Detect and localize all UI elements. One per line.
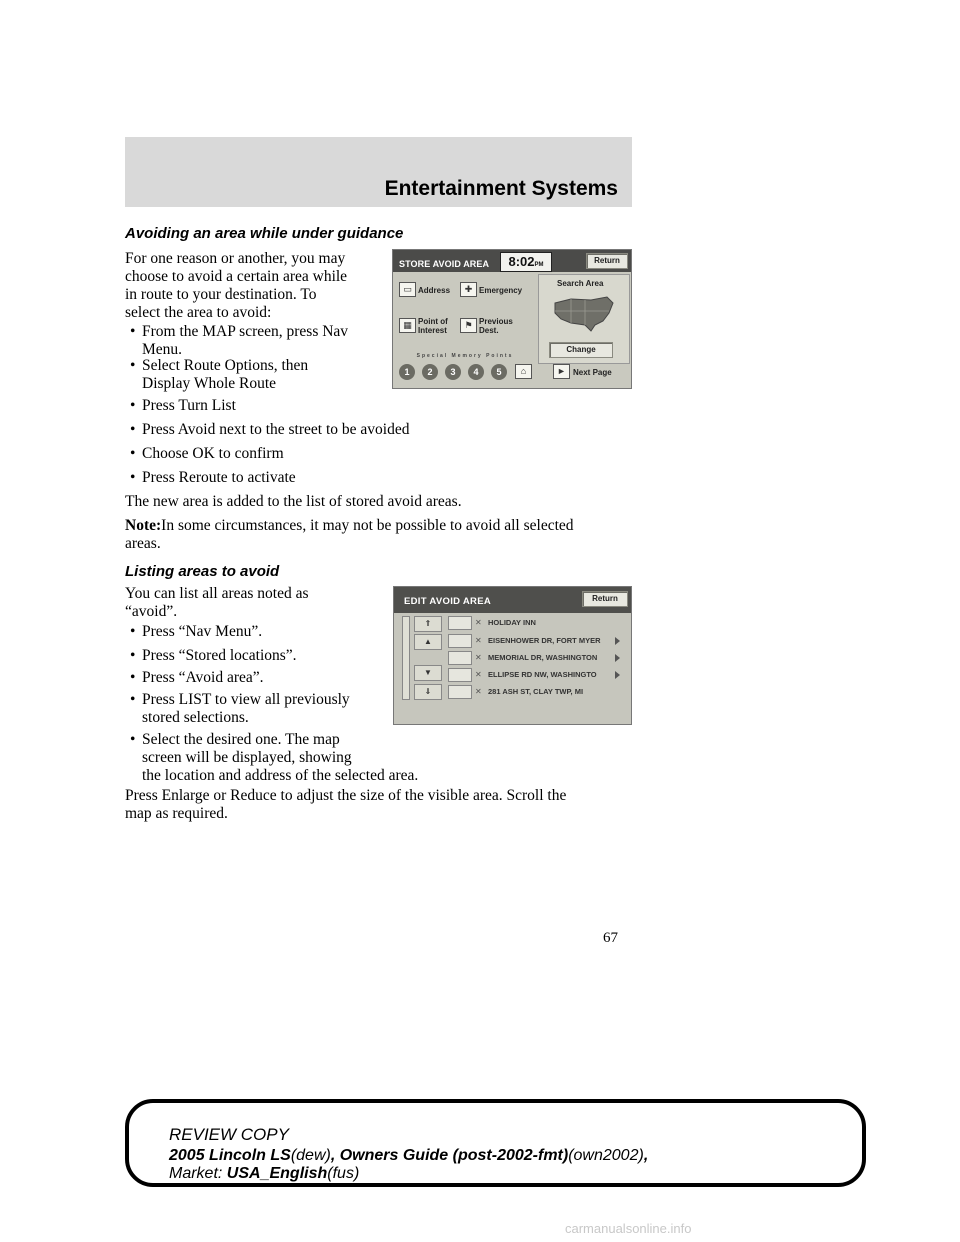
scrollbar[interactable] (402, 616, 410, 700)
memory-point-4[interactable]: 4 (468, 364, 484, 380)
bullet-item: • Press “Stored locations”. (130, 647, 297, 664)
list-item-label: EISENHOWER DR, FORT MYER (488, 636, 601, 645)
home-icon[interactable]: ⌂ (515, 364, 532, 379)
store-avoid-area-screen (392, 249, 632, 389)
avoid-icon: ✕ (475, 618, 482, 627)
page-down-icon[interactable]: ⇓ (414, 684, 442, 700)
review-copy-label: REVIEW COPY (169, 1125, 289, 1144)
watermark: carmanualsonline.info (565, 1221, 692, 1236)
note-line-1: Note:In some circumstances, it may not be possible to avoid all selected (125, 517, 574, 534)
intro-line-4: select the area to avoid: (125, 304, 272, 321)
avoid-icon: ✕ (475, 653, 482, 662)
search-area-label: Search Area (557, 279, 604, 288)
avoid-icon: ✕ (475, 687, 482, 696)
list-item[interactable] (448, 616, 624, 630)
memory-point-3[interactable]: 3 (445, 364, 461, 380)
bullet-item: • Press Reroute to activate (130, 469, 296, 486)
review-footer (125, 1099, 866, 1187)
memory-point-2[interactable]: 2 (422, 364, 438, 380)
return-button[interactable]: Return (582, 591, 628, 607)
avoid-icon: ✕ (475, 636, 482, 645)
paragraph-added: The new area is added to the list of stored avoid areas. (125, 493, 462, 510)
page-number: 67 (603, 930, 618, 946)
poi-label-1[interactable]: Point of (418, 317, 448, 326)
memory-point-1[interactable]: 1 (399, 364, 415, 380)
previous-dest-icon[interactable]: ⚑ (460, 318, 477, 333)
section-title: Entertainment Systems (384, 177, 618, 200)
address-icon[interactable]: ▭ (399, 282, 416, 297)
memory-points-label: Special Memory Points (416, 353, 514, 359)
select-button[interactable] (448, 634, 472, 648)
emergency-label[interactable]: Emergency (479, 286, 523, 295)
bullet-item: • Choose OK to confirm (130, 445, 284, 462)
heading-avoid-area: Avoiding an area while under guidance (125, 225, 404, 242)
bullet-item: • Press Turn List (130, 397, 236, 414)
more-arrow-icon[interactable] (615, 654, 620, 662)
return-button[interactable]: Return (586, 253, 628, 269)
point-of-interest-icon[interactable]: ▦ (399, 318, 416, 333)
avoid-icon: ✕ (475, 670, 482, 679)
list-item[interactable] (448, 651, 624, 665)
intro-line-1: You can list all areas noted as (125, 585, 309, 602)
select-button[interactable] (448, 685, 472, 699)
list-item-label: MEMORIAL DR, WASHINGTON (488, 653, 598, 662)
list-item[interactable] (448, 668, 624, 682)
screen-title: STORE AVOID AREA (399, 259, 490, 269)
intro-line-1: For one reason or another, you may (125, 250, 346, 267)
next-page-icon[interactable]: ► (553, 364, 570, 379)
heading-listing-areas: Listing areas to avoid (125, 563, 280, 580)
list-item[interactable] (448, 634, 624, 648)
select-button[interactable] (448, 668, 472, 682)
intro-line-2: “avoid”. (125, 603, 178, 620)
footer-line-3: Market: USA_English(fus) (169, 1165, 360, 1182)
list-item-label: ELLIPSE RD NW, WASHINGTO (488, 670, 597, 679)
note-line-2: areas. (125, 535, 161, 552)
emergency-icon[interactable]: ✚ (460, 282, 477, 297)
memory-point-5[interactable]: 5 (491, 364, 507, 380)
bullet-item: • Select the desired one. The map screen will be displayed, showing the location and address of the selected area. (130, 731, 419, 784)
poi-label-2[interactable]: Interest (418, 326, 447, 335)
bullet-item: • Press Avoid next to the street to be avoided (130, 421, 410, 438)
list-item[interactable] (448, 685, 624, 699)
scroll-up-icon[interactable]: ▲ (414, 634, 442, 650)
select-button[interactable] (448, 651, 472, 665)
select-button[interactable] (448, 616, 472, 630)
more-arrow-icon[interactable] (615, 671, 620, 679)
list-item-label: 281 ASH ST, CLAY TWP, MI (488, 687, 584, 696)
scroll-down-icon[interactable]: ▼ (414, 665, 442, 681)
page-up-icon[interactable]: ⇑ (414, 616, 442, 632)
bullet-item: • Press “Avoid area”. (130, 669, 264, 686)
bullet-item: • Press LIST to view all previously stored selections. (130, 691, 350, 726)
address-label[interactable]: Address (418, 286, 451, 295)
bullet-item: • Press “Nav Menu”. (130, 623, 263, 640)
intro-line-2: choose to avoid a certain area while (125, 268, 348, 285)
prev-label-1[interactable]: Previous (479, 317, 513, 326)
paragraph-enlarge-2: map as required. (125, 805, 228, 822)
clock: 8:02PM (500, 252, 552, 272)
footer-line-2: 2005 Lincoln LS(dew), Owners Guide (post-2002-fmt)(own2002), (169, 1147, 649, 1164)
bullet-item: • Select Route Options, then Display Whole Route (130, 357, 309, 392)
edit-avoid-area-screen (393, 586, 632, 725)
change-button[interactable]: Change (549, 342, 613, 358)
page-header (125, 137, 632, 207)
paragraph-enlarge-1: Press Enlarge or Reduce to adjust the size of the visible area. Scroll the (125, 787, 567, 804)
screen-title: EDIT AVOID AREA (404, 596, 492, 607)
us-map-icon (551, 291, 617, 335)
list-item-label: HOLIDAY INN (488, 618, 536, 627)
intro-line-3: in route to your destination. To (125, 286, 317, 303)
more-arrow-icon[interactable] (615, 637, 620, 645)
bullet-item: • From the MAP screen, press Nav Menu. (130, 323, 349, 358)
next-page-label[interactable]: Next Page (573, 368, 612, 377)
prev-label-2[interactable]: Dest. (479, 326, 499, 335)
